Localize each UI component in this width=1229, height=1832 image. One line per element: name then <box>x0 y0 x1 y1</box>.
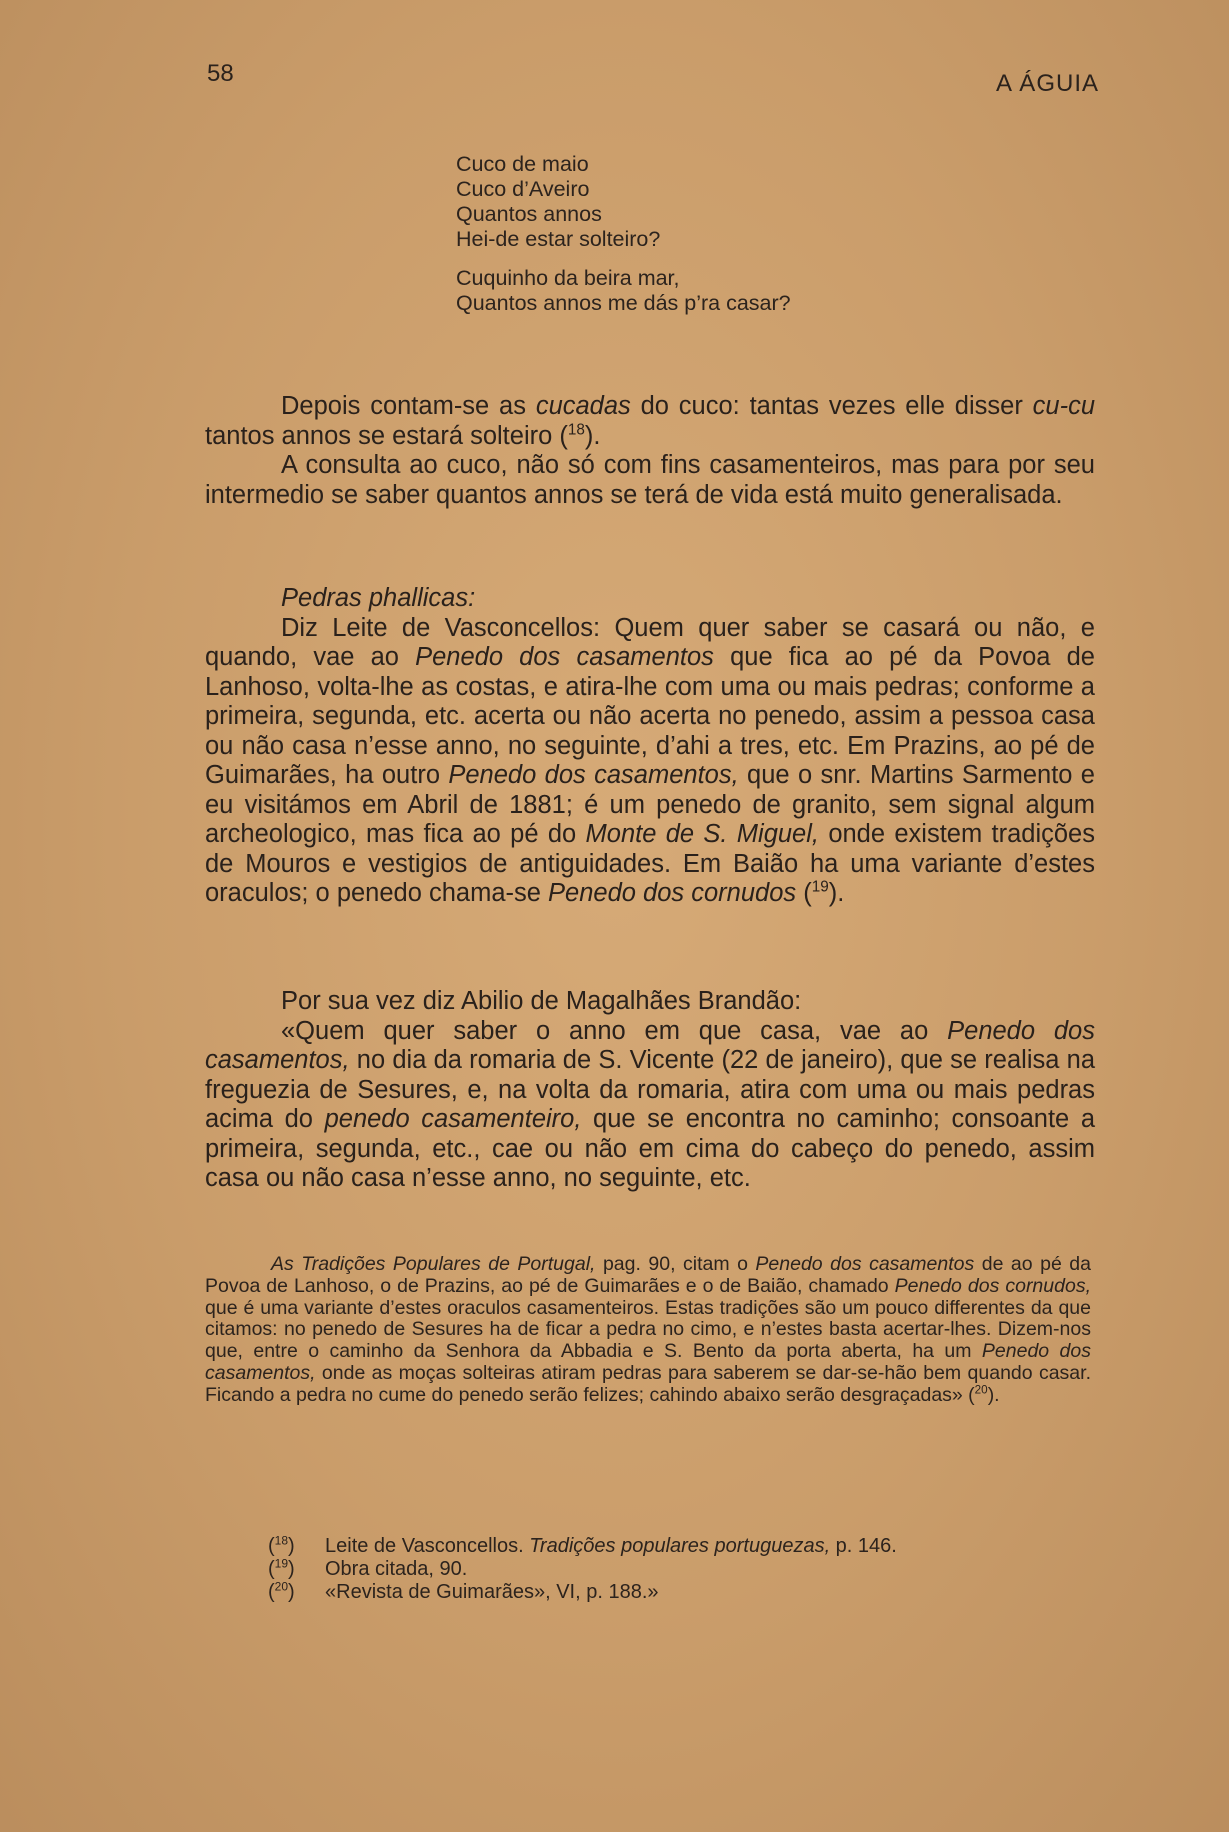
footnote-20 <box>268 1581 1088 1604</box>
text-run: Depois contam-se as <box>281 392 536 420</box>
text-run: que fica ao pé da Povoa de Lanhoso, volta-lhe as costas, e atira-lhe com uma ou mais pedras; conforme a primeira, segunda, etc. acerta ou não acerta no penedo, assim a pessoa casa ou não casa n’esse anno, no seguinte, d’ahi a tres, etc. Em Prazins, ao pé de Guimarães, ha outro <box>205 643 1095 789</box>
italic-term: Penedo dos casamentos <box>415 643 714 671</box>
footnote-18 <box>268 1535 1088 1558</box>
text-run: pag. 90, citam o <box>595 1253 756 1275</box>
footnote-paren: ( <box>268 1535 275 1557</box>
verse-stanza-2 <box>456 266 791 316</box>
note-text <box>205 1254 1091 1407</box>
text-run: no dia da romaria de S. Vicente (22 de janeiro), que se realisa na freguezia de Sesures, e, na volta da romaria, atira com uma ou mais pedras acima do <box>205 1046 1095 1133</box>
verse-line: Quantos annos me dás p’ra casar? <box>456 291 791 315</box>
text-run: ). <box>828 879 845 907</box>
verse-line: Quantos annos <box>456 202 602 226</box>
footnote-19 <box>268 1558 1088 1581</box>
page-number: 58 <box>207 60 234 87</box>
text-run: ). <box>987 1383 1000 1406</box>
italic-term: cu-cu <box>1032 392 1095 420</box>
italic-term: Penedo dos casamentos, <box>205 1340 1092 1384</box>
verse-line: Cuco d’Aveiro <box>456 177 590 201</box>
footnote-number: 20 <box>274 1579 289 1594</box>
footnote-mark <box>268 1558 325 1581</box>
italic-term: cucadas <box>535 392 631 420</box>
italic-term: Penedo dos cornudos <box>548 879 797 907</box>
italic-term: As Tradições Populares de Portugal, <box>271 1253 596 1275</box>
italic-term: Monte de S. Miguel, <box>585 820 819 848</box>
text-run: que se encontra no caminho; consoante a primeira, segunda, etc., cae ou não em cima do cabeço do penedo, assim casa ou não casa n’esse anno, no seguinte, etc. <box>205 1105 1096 1192</box>
verse-stanza-1 <box>456 152 660 252</box>
quoted-note <box>205 1254 1091 1407</box>
italic-term: Penedo dos casamentos, <box>205 1016 1095 1074</box>
text-run: tantos annos se estará solteiro ( <box>205 421 568 450</box>
footnote-reference: 19 <box>811 878 829 896</box>
footnote-text <box>325 1558 467 1581</box>
verse-line: Cuco de maio <box>456 152 589 176</box>
paragraph-text <box>205 392 1095 451</box>
text-run: onde as moças solteiras atiram pedras para saberem se dar-se-hão bem quando casar. Ficando a pedra no cume do penedo serão felizes; cahindo abaixo serão desgraçadas» ( <box>205 1361 1091 1406</box>
section-heading <box>205 584 1095 614</box>
text-run: «Revista de Guimarães», VI, p. 188.» <box>325 1581 659 1603</box>
text-run: ). <box>584 421 601 450</box>
paragraph-brandao <box>205 987 1095 1194</box>
footnote-paren: ) <box>288 1535 295 1557</box>
text-run: do cuco: tantas vezes elle disser <box>630 392 1033 420</box>
verse-line: Hei-de estar solteiro? <box>456 227 661 251</box>
verse-line: Cuquinho da beira mar, <box>456 266 680 290</box>
text-run: ( <box>796 879 812 907</box>
footnote-paren: ( <box>268 1558 275 1580</box>
footnote-number: 18 <box>274 1533 289 1548</box>
footnote-paren: ( <box>268 1581 275 1603</box>
text-run: que é uma variante d’estes oraculos casamenteiros. Estas tradições são um pouco differentes da que citamos: no penedo de Sesures ha de ficar a pedra no cimo, e n’estes basta acertar-lhes. Dizem-nos que, entre o caminho da Senhora da Abbadia e S. Bento da porta aberta, ha um <box>205 1296 1091 1363</box>
italic-term: Penedo dos casamentos <box>755 1253 975 1275</box>
footnote-text <box>325 1535 897 1558</box>
italic-term: Penedo dos cornudos, <box>894 1274 1091 1297</box>
footnotes <box>268 1535 1088 1604</box>
running-title: A ÁGUIA <box>995 70 1099 97</box>
italic-term: Tradições populares portuguezas, <box>529 1535 831 1557</box>
paragraph-text: A consulta ao cuco, não só com fins casamenteiros, mas para por seu intermedio se saber quantos annos se terá de vida está muito generalisada. <box>205 451 1095 509</box>
text-run: Diz Leite de Vasconcellos: Quem quer saber se casará ou não, e quando, vae ao <box>205 613 1095 671</box>
footnote-mark <box>268 1535 325 1558</box>
text-run: p. 146. <box>830 1535 897 1557</box>
paragraph-cucadas <box>205 392 1095 510</box>
paragraph-text <box>205 614 1095 909</box>
footnote-number: 19 <box>274 1556 289 1571</box>
paragraph-pedras-phallicas <box>205 584 1095 909</box>
text-run: Obra citada, 90. <box>325 1558 468 1580</box>
footnote-text <box>325 1581 659 1604</box>
italic-heading: Pedras phallicas: <box>281 584 476 612</box>
text-run: «Quem quer saber o anno em que casa, vae ao <box>281 1016 948 1045</box>
italic-term: Penedo dos casamentos, <box>448 761 739 789</box>
italic-term: penedo casamenteiro, <box>324 1105 582 1133</box>
paragraph-text: Por sua vez diz Abilio de Magalhães Brandão: <box>281 987 802 1015</box>
footnote-mark <box>268 1581 325 1604</box>
footnote-reference: 18 <box>567 421 585 438</box>
paragraph-text <box>205 1017 1095 1194</box>
footnote-paren: ) <box>288 1581 295 1603</box>
footnote-paren: ) <box>288 1558 295 1580</box>
page-header <box>207 60 1099 100</box>
text-run: onde existem tradições de Mouros e vestigios de antiguidades. Em Baião ha uma variante d’estes oraculos; o penedo chama-se <box>205 820 1095 907</box>
text-run: Leite de Vasconcellos. <box>325 1535 530 1557</box>
text-run: de ao pé da Povoa de Lanhoso, o de Prazins, ao pé de Guimarães e o de Baião, chamado <box>205 1253 1091 1297</box>
footnote-reference: 20 <box>974 1383 988 1397</box>
text-run: que o snr. Martins Sarmento e eu visitámos em Abril de 1881; é um penedo de granito, sem signal algum archeologico, mas fica ao pé do <box>205 761 1095 848</box>
